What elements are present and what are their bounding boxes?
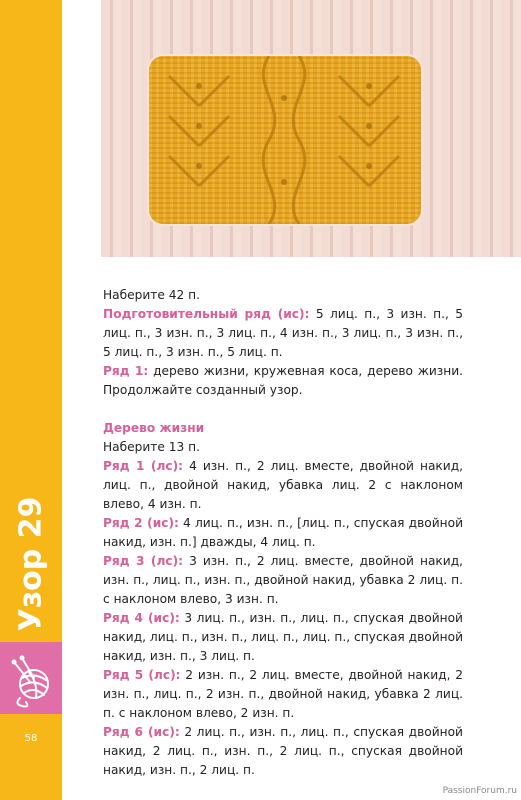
cast-on-line: Наберите 42 п. [103,288,201,302]
prep-row-text: 5 лиц. п., 3 изн. п., 5 лиц. п., 3 изн. п., 3 лиц. п., 4 изн. п., 3 лиц. п., 3 изн. п., 5 лиц. п., 3 изн. п., 5 лиц. п. [103,307,464,359]
sidebar [0,0,62,800]
row-1-overview [103,362,463,400]
section-cast-on: Наберите 13 п. [103,440,201,454]
prep-row-label: Подготовительный ряд (ис): [103,307,310,321]
row-item [103,723,463,780]
row-item [103,609,463,666]
row-label: Ряд 5 (лс): [103,668,181,682]
row-item [103,666,463,723]
row-1-overview-label: Ряд 1: [103,364,149,378]
row-text: 4 изн. п., 2 лиц. вместе, двойной накид, лиц. п., двойной накид, убавка лиц. 2 с наклоном влево, 4 изн. п. [103,459,463,511]
row-item [103,457,463,514]
row-label: Ряд 3 (лс): [103,554,184,568]
cable-pattern-illustration [149,56,421,224]
row-1-overview-text: дерево жизни, кружевная коса, дерево жизни. Продолжайте созданный узор. [103,364,464,397]
page-number: 58 [24,733,38,744]
prep-row [103,305,463,362]
pattern-instructions [103,286,463,780]
row-text: 2 изн. п., 2 лиц. вместе, двойной накид, 2 изн. п., лиц. п., 2 изн. п., двойной накид, убавка 2 лиц. п. с наклоном влево, 2 изн. п. [103,668,463,720]
row-text: 2 лиц. п., изн. п., лиц. п., спуская двойной накид, 2 лиц. п., изн. п., 2 лиц. п., спуская двойной накид, изн. п., 2 лиц. п. [103,725,463,777]
row-label: Ряд 1 (лс): [103,459,184,473]
row-item [103,552,463,609]
watermark: PassionForum.ru [442,786,517,796]
knitted-swatch-photo [101,0,521,257]
section-title: Дерево жизни [103,421,205,435]
row-text: 4 лиц. п., изн. п., [лиц. п., спуская двойной накид, изн. п.] дважды, 4 лиц. п. [103,516,463,549]
yellow-swatch-inset [149,56,421,224]
row-label: Ряд 6 (ис): [103,725,180,739]
yarn-logo-box [0,642,62,714]
row-label: Ряд 2 (ис): [103,516,179,530]
yarn-ball-with-needles-icon [0,642,62,714]
row-item [103,514,463,552]
row-text: 3 изн. п., 2 лиц. вместе, двойной накид, изн. п., лиц. п., изн. п., двойной накид, убавка 2 лиц. п. с наклоном влево, 3 изн. п. [103,554,463,606]
pattern-title: Узор 29 [13,496,49,632]
row-text: 3 лиц. п., изн. п., лиц. п., спуская двойной накид, лиц. п., изн. п., лиц. п., лиц. п., спуская двойной накид, изн. п., 3 лиц. п. [103,611,463,663]
row-label: Ряд 4 (ис): [103,611,180,625]
